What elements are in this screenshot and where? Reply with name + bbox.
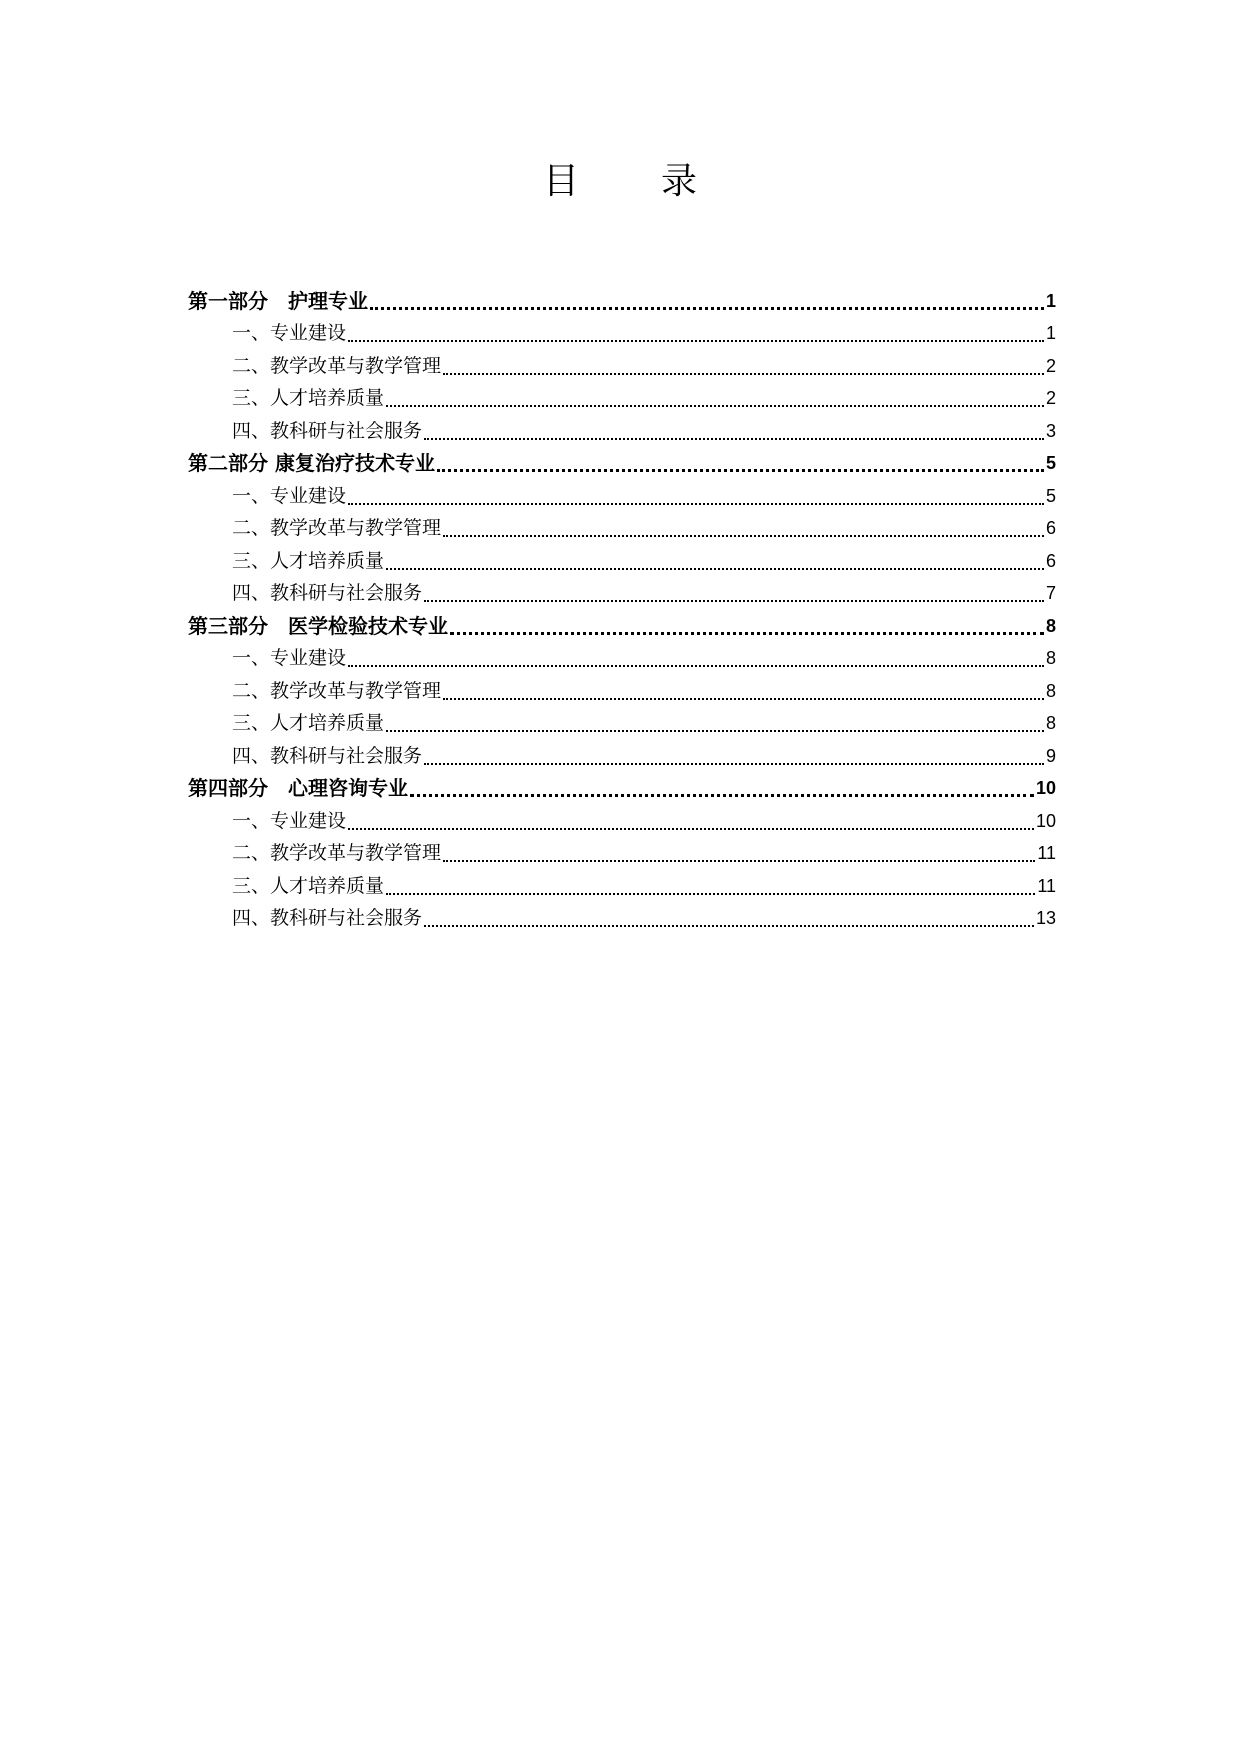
toc-part-label: 第一部分 护理专业	[188, 288, 368, 313]
toc-page-number: 1	[1045, 290, 1056, 311]
toc-part-label: 第三部分 医学检验技术专业	[188, 613, 448, 638]
toc-section-label: 二、教学改革与教学管理	[232, 354, 442, 377]
toc-page-number: 6	[1045, 550, 1056, 571]
toc-section-label: 一、专业建设	[232, 647, 347, 669]
dot-leader	[348, 661, 1044, 667]
toc-page-number: 8	[1045, 680, 1056, 701]
toc-page-number: 5	[1045, 453, 1056, 473]
toc-part-entry[interactable]	[188, 282, 1056, 315]
title-char-1: 目	[542, 161, 579, 202]
toc-section-entry[interactable]	[188, 380, 1056, 413]
toc-section-label: 二、教学改革与教学管理	[232, 842, 442, 864]
dot-leader	[443, 856, 1035, 862]
toc-section-entry[interactable]	[188, 705, 1056, 738]
dot-leader	[348, 824, 1034, 830]
toc-section-label: 一、专业建设	[232, 322, 347, 344]
toc-page-number: 1	[1045, 323, 1056, 343]
dot-leader	[386, 564, 1044, 570]
dot-leader	[450, 628, 1044, 635]
toc-section-entry[interactable]	[188, 640, 1056, 673]
dot-leader	[370, 303, 1044, 310]
dot-leader	[386, 889, 1035, 895]
toc-section-entry[interactable]	[188, 900, 1056, 933]
toc-section-entry[interactable]	[188, 835, 1056, 868]
toc-page-number: 3	[1045, 420, 1056, 441]
toc-section-label: 三、人才培养质量	[232, 387, 385, 409]
toc-page-number: 2	[1045, 355, 1056, 376]
toc-section-entry[interactable]	[188, 412, 1056, 445]
toc-page-number: 8	[1045, 615, 1056, 636]
toc-page-number: 8	[1045, 713, 1056, 733]
dot-leader	[437, 465, 1044, 472]
toc-page-number: 11	[1037, 843, 1056, 863]
toc-section-entry[interactable]	[188, 347, 1056, 380]
dot-leader	[386, 726, 1044, 732]
dot-leader	[410, 790, 1034, 797]
toc-section-label: 三、人才培养质量	[232, 712, 385, 734]
title-char-2: 录	[661, 161, 698, 202]
toc-part-entry[interactable]	[188, 607, 1056, 640]
toc-page-number: 5	[1045, 485, 1056, 506]
toc-section-entry[interactable]	[188, 542, 1056, 575]
toc-page-number: 7	[1045, 583, 1056, 603]
dot-leader	[443, 694, 1044, 700]
toc-section-label: 二、教学改革与教学管理	[232, 517, 442, 539]
toc-section-entry[interactable]	[188, 477, 1056, 510]
toc-page-number: 8	[1045, 648, 1056, 668]
toc-section-label: 一、专业建设	[232, 809, 347, 832]
toc-section-label: 三、人才培养质量	[232, 874, 385, 897]
toc-section-label: 二、教学改革与教学管理	[232, 679, 442, 702]
page-title	[0, 158, 1240, 206]
dot-leader	[348, 336, 1044, 342]
toc-section-entry[interactable]	[188, 575, 1056, 608]
toc-section-label: 四、教科研与社会服务	[232, 582, 423, 604]
toc-section-entry[interactable]	[188, 737, 1056, 770]
dot-leader	[424, 759, 1044, 765]
toc-section-entry[interactable]	[188, 867, 1056, 900]
dot-leader	[443, 531, 1044, 537]
toc-section-entry[interactable]	[188, 672, 1056, 705]
toc-page-number: 2	[1045, 388, 1056, 408]
table-of-contents	[188, 282, 1056, 932]
toc-page-number: 6	[1045, 518, 1056, 538]
dot-leader	[424, 434, 1044, 440]
toc-page-number: 11	[1037, 875, 1056, 896]
toc-part-label: 第四部分 心理咨询专业	[188, 776, 408, 800]
dot-leader	[424, 596, 1044, 602]
toc-section-label: 四、教科研与社会服务	[232, 419, 423, 442]
toc-section-label: 四、教科研与社会服务	[232, 744, 423, 767]
toc-section-label: 四、教科研与社会服务	[232, 907, 423, 929]
toc-page-number: 10	[1035, 810, 1056, 831]
toc-page-number: 9	[1045, 745, 1056, 766]
toc-section-entry[interactable]	[188, 315, 1056, 348]
toc-page-number: 10	[1035, 778, 1056, 798]
toc-page-number: 13	[1035, 908, 1056, 928]
toc-part-entry[interactable]	[188, 770, 1056, 803]
dot-leader	[424, 921, 1034, 927]
dot-leader	[443, 369, 1044, 375]
toc-section-entry[interactable]	[188, 802, 1056, 835]
dot-leader	[386, 401, 1044, 407]
toc-part-entry[interactable]	[188, 445, 1056, 478]
toc-section-label: 一、专业建设	[232, 484, 347, 507]
toc-section-label: 三、人才培养质量	[232, 549, 385, 572]
toc-section-entry[interactable]	[188, 510, 1056, 543]
toc-part-label: 第二部分 康复治疗技术专业	[188, 451, 435, 475]
dot-leader	[348, 499, 1044, 505]
